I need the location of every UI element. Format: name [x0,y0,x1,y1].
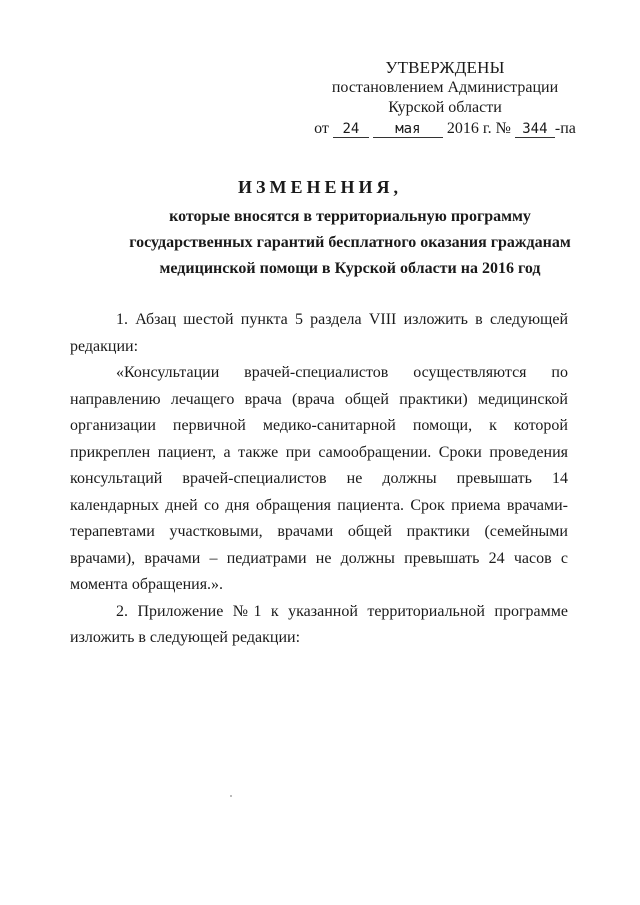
subtitle-line-1: которые вносятся в территориальную программу [169,208,531,225]
document-subtitle [90,204,610,282]
approval-date-line [300,119,590,139]
approval-line-1: постановлением Администрации [331,79,559,96]
paragraph-2: «Консультации врачей-специалистов осуществляются по направлению лечащего врача (врача общей практики) медицинской организации первичной медико-санитарной помощи, к которой прикреплен пациент, а также при самообращении. Сроки проведения консультаций врачей-специалистов не должны превышать 14 календарных дней со дня обращения пациента. Срок приема врачами-терапевтами участковыми, врачами общей практики (семейными врачами), врачами – педиатрами не должны превышать 24 часов с момента обращения.». [70,364,568,593]
decree-number-handwritten: 344 [515,121,555,138]
scan-speck [230,795,232,797]
document-body [70,307,568,652]
approval-line-2: Курской области [388,99,502,116]
subtitle-line-2: государственных гарантий бесплатного оказания гражданам [129,234,571,251]
date-month-handwritten: мая [373,121,443,138]
date-year-text: 2016 г. № [446,120,511,137]
decree-number-suffix: -па [554,120,576,137]
subtitle-line-3: медицинской помощи в Курской области на 2016 год [159,260,541,277]
approval-block [300,58,590,139]
document-title: ИЗМЕНЕНИЯ, [237,177,402,197]
date-prefix: от [314,120,329,137]
paragraph-3: 2. Приложение №1 к указанной территориальной программе изложить в следующей редакции: [70,602,568,646]
approval-heading: УТВЕРЖДЕНЫ [385,58,505,77]
paragraph-1: 1. Абзац шестой пункта 5 раздела VIII изложить в следующей редакции: [70,311,568,355]
date-day-handwritten: 24 [333,121,369,138]
